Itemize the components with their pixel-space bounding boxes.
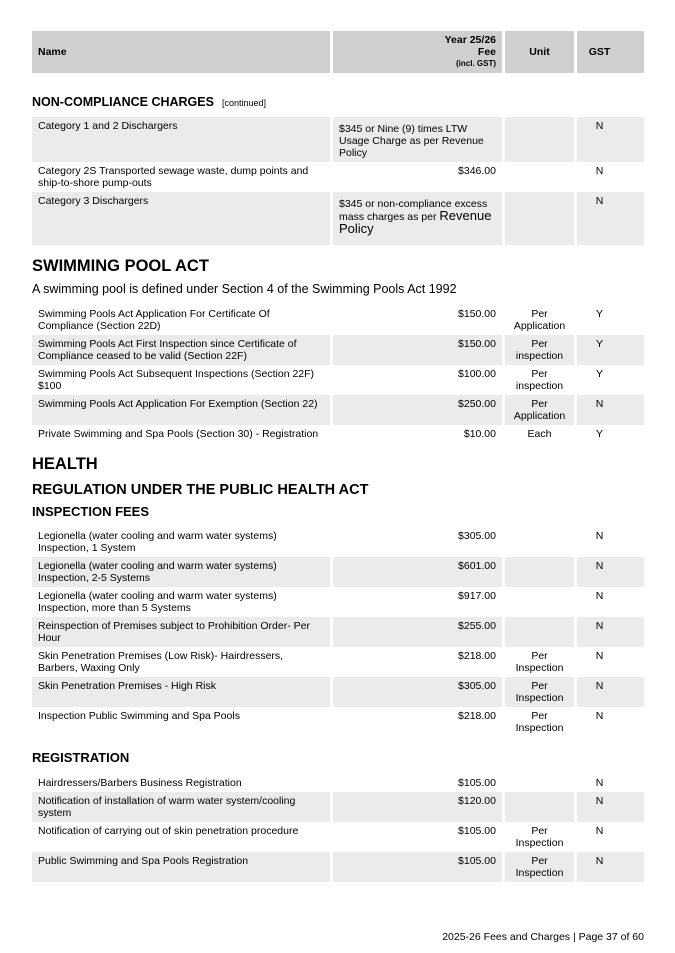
- row-gst: N: [574, 792, 644, 822]
- regulation-title: REGULATION UNDER THE PUBLIC HEALTH ACT: [32, 482, 369, 498]
- swimming-title: SWIMMING POOL ACT: [32, 257, 209, 275]
- row-fee: $305.00: [330, 677, 502, 707]
- row-gst: Y: [574, 365, 644, 395]
- table-row: [32, 617, 644, 647]
- swimming-intro: A swimming pool is defined under Section 4 of the Swimming Pools Act 1992: [32, 282, 457, 296]
- table-row: [32, 707, 644, 737]
- row-name: Swimming Pools Act Application For Certificate Of Compliance (Section 22D): [38, 308, 270, 332]
- row-fee: $218.00: [330, 707, 502, 737]
- row-fee: $218.00: [330, 647, 502, 677]
- header-fee-line3: (incl. GST): [456, 59, 496, 68]
- row-fee: $150.00: [330, 335, 502, 365]
- row-fee: $345 or Nine (9) times LTW Usage Charge as per Revenue Policy: [330, 117, 502, 162]
- row-gst: N: [574, 822, 644, 852]
- continued-label: [continued]: [221, 98, 266, 108]
- row-name: Hairdressers/Barbers Business Registration: [38, 777, 242, 789]
- row-fee: $150.00: [330, 305, 502, 335]
- row-unit: [502, 774, 574, 792]
- row-fee: $305.00: [330, 527, 502, 557]
- page-footer: 2025-26 Fees and Charges | Page 37 of 60: [442, 931, 644, 943]
- table-row: [32, 335, 644, 365]
- table-row: [32, 822, 644, 852]
- row-gst: N: [574, 192, 644, 245]
- row-gst: N: [574, 395, 644, 425]
- table-row: [32, 774, 644, 792]
- row-unit: [502, 792, 574, 822]
- swimming-table: [32, 305, 644, 445]
- row-gst: N: [574, 677, 644, 707]
- row-gst: Y: [574, 425, 644, 445]
- health-title: HEALTH: [32, 455, 98, 473]
- inspection-table: [32, 527, 644, 737]
- row-fee-part2: Revenue Policy: [339, 208, 492, 236]
- row-gst: N: [574, 117, 644, 162]
- table-row: [32, 557, 644, 587]
- row-name: Category 2S Transported sewage waste, dump points and ship-to-shore pump-outs: [38, 165, 309, 189]
- table-row: [32, 117, 644, 162]
- row-unit: Per Application: [502, 305, 574, 335]
- row-gst: N: [574, 852, 644, 882]
- table-row: [32, 192, 644, 245]
- row-fee: $250.00: [330, 395, 502, 425]
- table-row: [32, 395, 644, 425]
- row-unit: Each: [502, 425, 574, 445]
- row-unit: Per Inspection: [502, 852, 574, 882]
- row-gst: N: [574, 527, 644, 557]
- row-gst: N: [574, 162, 644, 192]
- row-gst: N: [574, 587, 644, 617]
- row-fee: $917.00: [330, 587, 502, 617]
- row-name: Public Swimming and Spa Pools Registration: [32, 852, 330, 882]
- row-gst: N: [574, 647, 644, 677]
- row-fee: $100.00: [330, 365, 502, 395]
- row-unit: Per Inspection: [502, 677, 574, 707]
- row-unit: [502, 192, 574, 245]
- row-gst: Y: [574, 305, 644, 335]
- header-fee: [330, 31, 502, 73]
- header-table: [32, 31, 644, 73]
- row-unit: Per Inspection: [502, 647, 574, 677]
- header-name: Name: [32, 31, 330, 73]
- row-unit: Per inspection: [502, 335, 574, 365]
- row-unit: Per Inspection: [502, 707, 574, 737]
- row-unit: [502, 527, 574, 557]
- registration-table: [32, 774, 644, 882]
- row-name: Reinspection of Premises subject to Prohibition Order- Per Hour: [32, 617, 330, 647]
- row-name: Swimming Pools Act First Inspection since Certificate of Compliance ceased to be valid (Section 22F): [32, 335, 330, 365]
- table-header-row: [32, 31, 644, 73]
- row-name: Legionella (water cooling and warm water systems) Inspection, more than 5 Systems: [38, 590, 277, 614]
- header-fee-line1: Year 25/26: [444, 34, 496, 46]
- table-row: [32, 365, 644, 395]
- row-name: Inspection Public Swimming and Spa Pools: [38, 710, 240, 722]
- row-name: Legionella (water cooling and warm water systems) Inspection, 2-5 Systems: [32, 557, 330, 587]
- table-row: [32, 527, 644, 557]
- registration-title: REGISTRATION: [32, 750, 130, 765]
- row-name: Notification of installation of warm water system/cooling system: [32, 792, 330, 822]
- row-unit: [502, 587, 574, 617]
- row-gst: N: [574, 774, 644, 792]
- table-row: [32, 852, 644, 882]
- row-fee-part1: $345 or non-compliance excess mass charges as per: [339, 198, 488, 223]
- row-fee: $105.00: [330, 774, 502, 792]
- noncompliance-table: [32, 117, 644, 245]
- table-row: [32, 162, 644, 192]
- row-unit: Per Application: [502, 395, 574, 425]
- row-name: Category 3 Dischargers: [32, 192, 330, 245]
- row-name: Private Swimming and Spa Pools (Section 30) - Registration: [38, 428, 319, 440]
- row-name: Skin Penetration Premises - High Risk: [32, 677, 330, 707]
- row-unit: [502, 117, 574, 162]
- row-unit: Per Inspection: [502, 822, 574, 852]
- table-row: [32, 587, 644, 617]
- row-name: Legionella (water cooling and warm water systems) Inspection, 1 System: [38, 530, 277, 554]
- row-fee: $346.00: [330, 162, 502, 192]
- header-fee-line2: Fee: [477, 46, 496, 58]
- row-fee: [330, 192, 502, 245]
- header-unit: Unit: [502, 31, 574, 73]
- row-gst: N: [574, 557, 644, 587]
- row-fee: $120.00: [330, 792, 502, 822]
- header-gst: GST: [574, 31, 644, 73]
- row-gst: N: [574, 707, 644, 737]
- row-unit: [502, 162, 574, 192]
- row-name: Notification of carrying out of skin penetration procedure: [38, 825, 299, 837]
- row-gst: Y: [574, 335, 644, 365]
- table-row: [32, 647, 644, 677]
- row-fee: $105.00: [330, 822, 502, 852]
- table-row: [32, 792, 644, 822]
- row-unit: Per inspection: [502, 365, 574, 395]
- row-name: Category 1 and 2 Dischargers: [32, 117, 330, 162]
- row-unit: [502, 557, 574, 587]
- row-fee: $105.00: [330, 852, 502, 882]
- row-fee: $255.00: [330, 617, 502, 647]
- row-fee: $601.00: [330, 557, 502, 587]
- row-name: Swimming Pools Act Subsequent Inspections (Section 22F) $100: [38, 368, 315, 392]
- row-unit: [502, 617, 574, 647]
- row-name: Swimming Pools Act Application For Exemption (Section 22): [32, 395, 330, 425]
- row-name: Skin Penetration Premises (Low Risk)- Hairdressers, Barbers, Waxing Only: [38, 650, 284, 674]
- inspection-fees-title: INSPECTION FEES: [32, 504, 150, 519]
- table-row: [32, 677, 644, 707]
- row-fee: $10.00: [330, 425, 502, 445]
- page-content: [32, 31, 644, 882]
- table-row: [32, 425, 644, 445]
- table-row: [32, 305, 644, 335]
- noncompliance-heading: [32, 95, 644, 109]
- noncompliance-title: NON-COMPLIANCE CHARGES: [32, 95, 214, 109]
- row-gst: N: [574, 617, 644, 647]
